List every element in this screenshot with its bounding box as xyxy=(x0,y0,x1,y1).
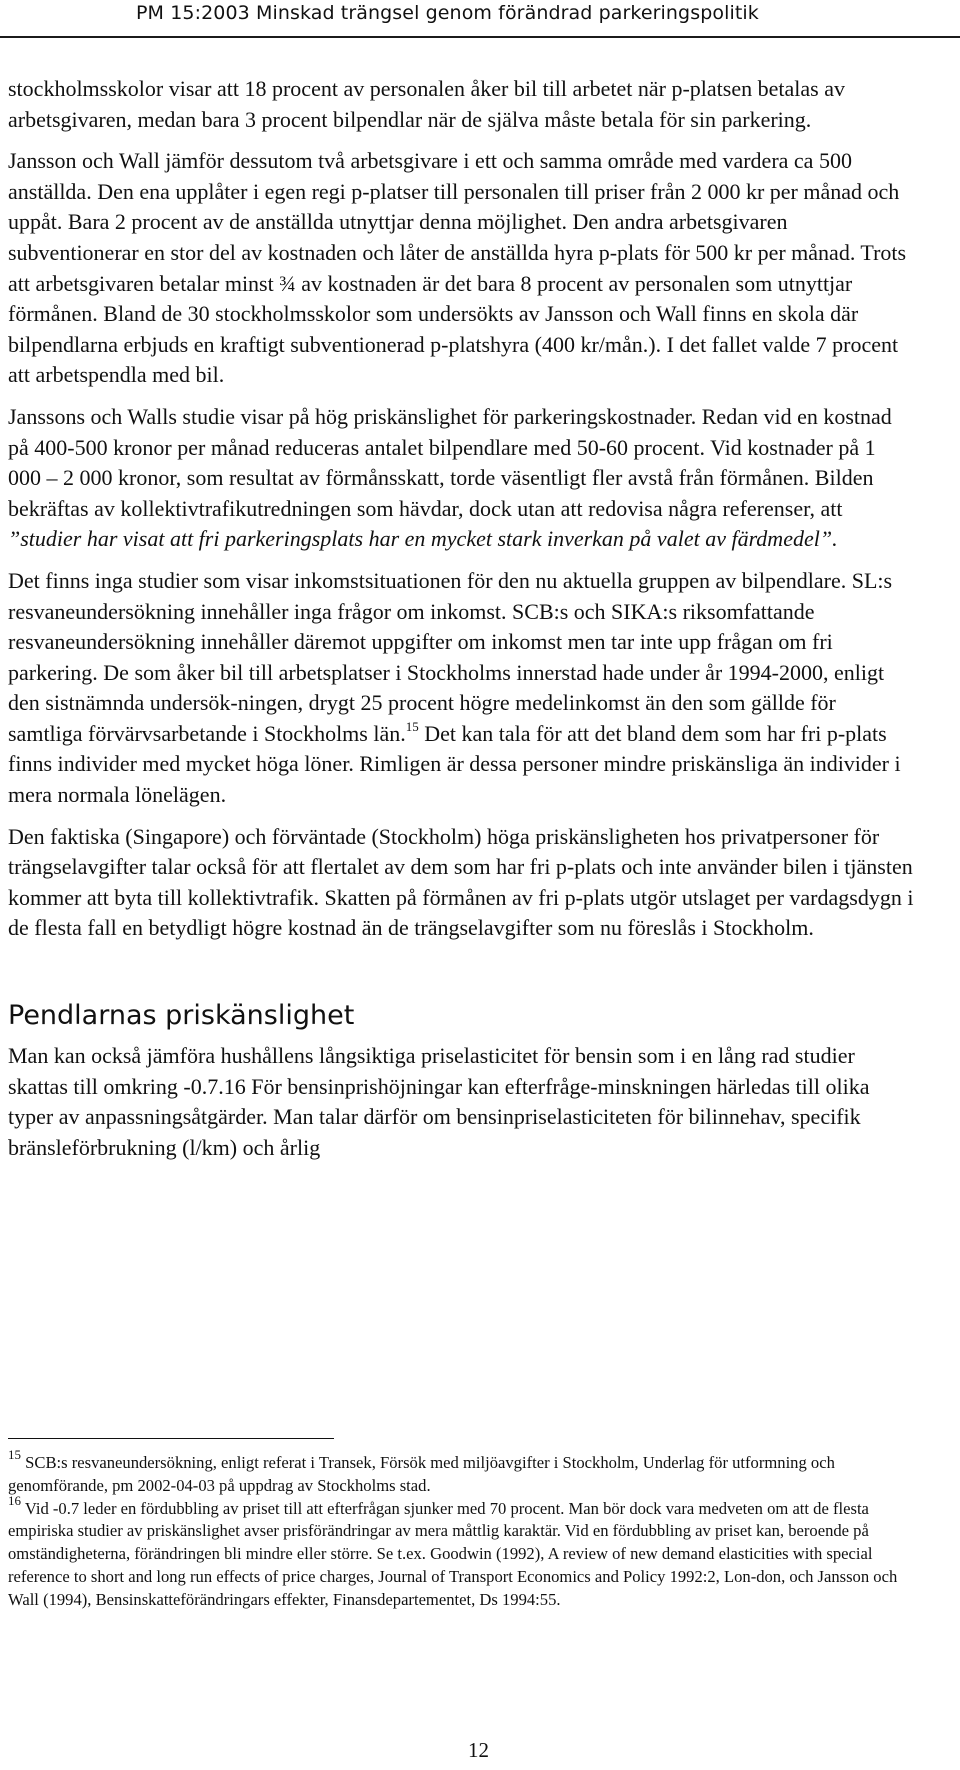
footnote-15 xyxy=(8,1447,914,1498)
footnotes xyxy=(8,1447,914,1612)
paragraph-2: Jansson och Wall jämför dessutom två arbetsgivare i ett och samma område med vardera ca 500 anställda. Den ena upplåter i egen regi p-platser till personalen till priser från 2 000 kr per månad och uppåt. Bara 2 procent av de anställda utnyttjar denna möjlighet. Den andra arbetsgivaren subventionerar en stor del av kostnaden och låter de anställda hyra p-plats för 500 kr per månad. Trots att arbetsgivaren betalar minst ¾ av kostnaden är det bara 8 procent av personalen som utnyttjar förmånen. Bland de 30 stockholmsskolor som undersökts av Jansson och Wall finns en skola där bilpendlarna erbjuds en kraftigt subventionerad p-platshyra (400 kr/mån.). I det fallet valde 7 procent att arbetspendla med bil. xyxy=(8,148,907,388)
paragraph-4-text: Det finns inga studier som visar inkomstsituationen för den nu aktuella gruppen av bilpendlare. SL:s resvaneundersökning innehåller inga frågor om inkomst. SCB:s och SIKA:s riksomfattande resvaneundersökning innehåller däremot uppgifter om inkomst men tar inte upp frågan om fri parkering. De som åker bil till arbetsplatser i Stockholms innerstad hade under år 1994-2000, enligt den sistnämnda undersök-ningen, drygt 25 procent högre medelinkomst än den som gällde för samtliga förvärvsarbetande i Stockholms län. xyxy=(8,567,893,746)
footnote-rule xyxy=(8,1438,334,1439)
paragraph-3-quote: ”studier har visat att fri parkeringsplats har en mycket stark inverkan på valet av färdmedel”. xyxy=(8,526,838,552)
paragraph-4 xyxy=(8,566,914,811)
footnote-15-text: SCB:s resvaneundersökning, enligt referat i Transek, Försök med miljöavgifter i Stockholm, Underlag för utformning och genomförande, pm 2002-04-03 på uppdrag av Stockholms stad. xyxy=(8,1453,835,1495)
paragraph-3 xyxy=(8,402,914,555)
footnote-16-text: Vid -0.7 leder en fördubbling av priset till att efterfrågan sjunker med 70 procent. Man bör dock vara medveten om att de flesta empiriska studier av priskänslighet avser prisförändringar av mera måttlig karaktär. Vid en fördubbling av priset kan, beroende på omständigheterna, förändringen bli mindre eller större. Se t.ex. Goodwin (1992), A review of new demand elasticities with special reference to short and long run effects of price charges, Journal of Transport Economics and Policy 1992:2, Lon-don, och Jansson och Wall (1994), Bensinskatteförändringars effekter, Finansdepartementet, Ds 1994:55. xyxy=(8,1498,898,1609)
footnote-16 xyxy=(8,1493,914,1612)
page-number: 12 xyxy=(468,1738,489,1762)
paragraph-5: Den faktiska (Singapore) och förväntade (Stockholm) höga priskänsligheten hos privatpersoner för trängselavgifter talar också för att flertalet av dem som har fri p-plats och inte använder bilen i tjänsten kommer att byta till kollektivtrafik. Skatten på förmånen av fri p-plats utgör utslaget per vardagsdygn i de flesta fall en betydligt högre kostnad än de trängselavgifter som nu föreslås i Stockholm. xyxy=(8,823,914,941)
body-text xyxy=(8,74,914,1163)
footnote-ref-15[interactable]: 15 xyxy=(405,718,419,734)
paragraph-6: Man kan också jämföra hushållens långsiktiga priselasticitet för bensin som i en lång rad studier skattas till omkring -0.7.16 För bensinprishöjningar kan efterfråge-minskningen härledas till olika typer av anpassningsåtgärder. Man talar därför om bensinpriselasticiteten för bilinnehav, specifik bränsleförbrukning (l/km) och årlig xyxy=(8,1043,870,1160)
paragraph-4-rest: Det kan tala för att det bland dem som har fri p-plats finns individer med mycket höga löner. Rimligen är dessa personer mindre priskänsliga än individer i mera normala lönelägen. xyxy=(8,720,901,808)
header-rule xyxy=(0,36,960,38)
paragraph-1: stockholmsskolor visar att 18 procent av personalen åker bil till arbetet när p-platsen betalas av arbetsgivaren, medan bara 3 procent bilpendlar när de själva måste betala för sin parkering. xyxy=(8,76,845,132)
section-heading: Pendlarnas priskänslighet xyxy=(8,1000,355,1032)
running-header-title: PM 15:2003 Minskad trängsel genom förändrad parkeringspolitik xyxy=(136,2,759,24)
paragraph-3-text: Janssons och Walls studie visar på hög priskänslighet för parkeringskostnader. Redan vid en kostnad på 400-500 kronor per månad reduceras antalet bilpendlare med 50-60 procent. Vid kostnader på 1 000 – 2 000 kronor, som resultat av förmånsskatt, torde väsentligt fler avstå från förmånen. Bilden bekräftas av kollektivtrafikutredningen som hävdar, dock utan att redovisa några referenser, att xyxy=(8,403,892,521)
footnote-16-number: 16 xyxy=(8,1493,21,1509)
footnote-15-number: 15 xyxy=(8,1447,21,1463)
